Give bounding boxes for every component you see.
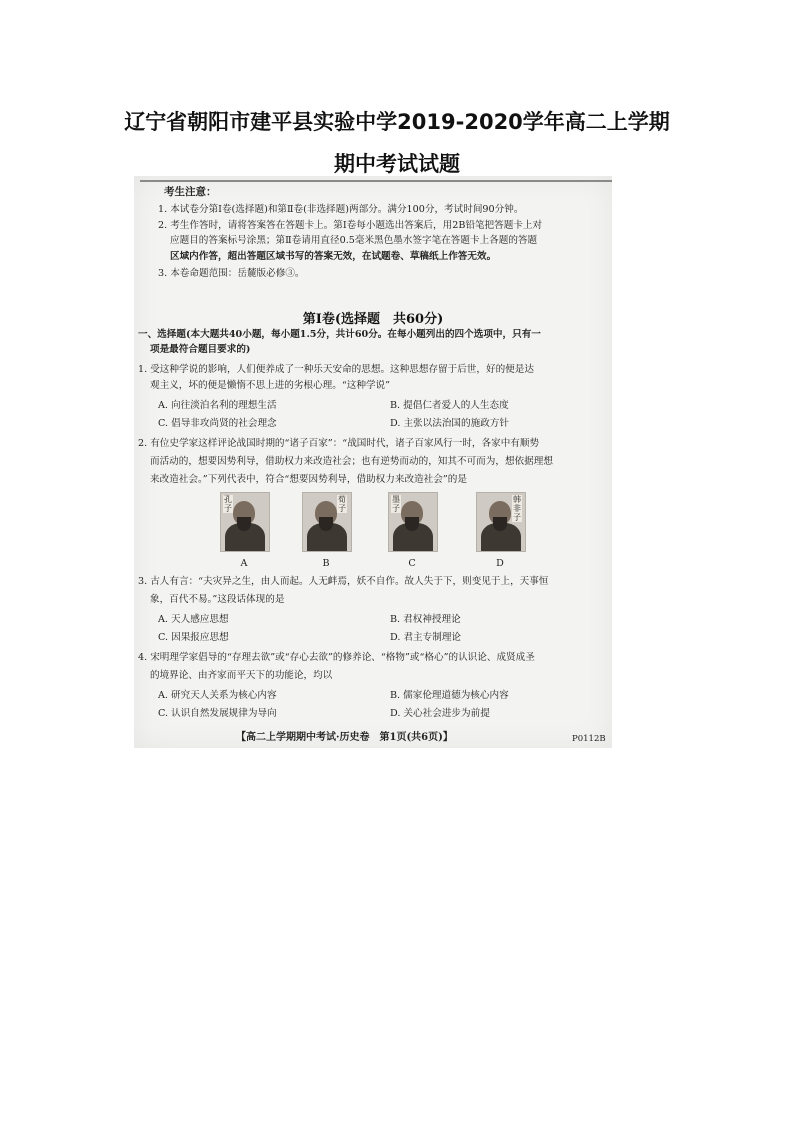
q4-option-a: A. 研究天人关系为核心内容 xyxy=(158,690,277,701)
notice-line-2: 2. 考生作答时，请将答案答在答题卡上。第Ⅰ卷每小题选出答案后，用2B铅笔把答题卡上对 xyxy=(158,220,543,231)
portrait-hanfeizi xyxy=(476,492,526,552)
portrait-letter-a: A xyxy=(240,558,248,569)
notice-line-4: 区域内作答，超出答题区域书写的答案无效，在试题卷、草稿纸上作答无效。 xyxy=(170,251,497,262)
portrait-label-b: 荀子 xyxy=(338,495,346,513)
notice-heading: 考生注意： xyxy=(164,186,217,198)
q2-stem-2: 而活动的，想要因势利导，借助权力来改造社会；也有逆势而动的，知其不可而为，想依据理想 xyxy=(150,456,553,467)
portrait-letter-b: B xyxy=(322,558,330,569)
notice-line-5: 3. 本卷命题范围：岳麓版必修③。 xyxy=(158,268,305,279)
q3-stem-1: 3. 古人有言：“夫灾异之生，由人而起。人无衅焉，妖不自作。故人失于下，则变见于上，天事恒 xyxy=(138,576,549,587)
page-footer-label: 【高二上学期期中考试·历史卷 第1页(共6页)】 xyxy=(236,732,453,743)
q1-stem-2: 观主义，坏的便是懒惰不思上进的劣根心理。“这种学说” xyxy=(150,380,391,391)
q1-stem-1: 1. 受这种学说的影响，人们便养成了一种乐天安命的思想。这种思想存留于后世，好的便是达 xyxy=(138,364,534,375)
q2-stem-1: 2. 有位史学家这样评论战国时期的“诸子百家”：“战国时代，诸子百家风行一时，各家中有顺势 xyxy=(138,438,540,449)
scanned-exam-page xyxy=(134,176,612,748)
notice-line-3: 应题目的答案标号涂黑；第Ⅱ卷请用直径0.5毫米黑色墨水签字笔在答题卡上各题的答题 xyxy=(170,235,538,246)
section-instruction-1: 一、选择题(本大题共40小题，每小题1.5分，共计60分。在每小题列出的四个选项中，只有一 xyxy=(138,329,541,340)
q4-stem-1: 4. 宋明理学家倡导的“存理去欲”或“存心去欲”的修养论、“格物”或“格心”的认识论、成贤成圣 xyxy=(138,652,535,663)
portrait-mozi xyxy=(388,492,438,552)
q4-option-d: D. 关心社会进步为前提 xyxy=(390,708,490,719)
q3-option-b: B. 君权神授理论 xyxy=(390,614,461,625)
q3-option-d: D. 君主专制理论 xyxy=(390,632,462,643)
page-footer-code: P0112B xyxy=(572,734,606,744)
portrait-letter-c: C xyxy=(408,558,416,569)
section-instruction-2: 项是最符合题目要求的) xyxy=(150,344,251,355)
document-title-line2: 期中考试试题 xyxy=(334,152,460,176)
q1-option-b: B. 提倡仁者爱人的人生态度 xyxy=(390,400,509,411)
q1-option-c: C. 倡导非攻尚贤的社会理念 xyxy=(158,418,277,429)
q3-option-c: C. 因果报应思想 xyxy=(158,632,229,643)
portrait-label-a: 孔子 xyxy=(224,495,232,513)
portrait-label-d: 韩非子 xyxy=(513,495,521,522)
header-rule xyxy=(140,180,612,182)
q4-stem-2: 的境界论、由齐家而平天下的功能论，均以 xyxy=(150,670,333,681)
portrait-label-c: 墨子 xyxy=(392,495,400,513)
q3-stem-2: 象，百代不易。”这段话体现的是 xyxy=(150,594,285,605)
q4-option-c: C. 认识自然发展规律为导向 xyxy=(158,708,277,719)
q3-option-a: A. 天人感应思想 xyxy=(158,614,229,625)
portrait-xunzi xyxy=(302,492,352,552)
portrait-kongzi xyxy=(220,492,270,552)
document-title-line1: 辽宁省朝阳市建平县实验中学2019-2020学年高二上学期 xyxy=(124,110,670,134)
notice-line-1: 1. 本试卷分第Ⅰ卷(选择题)和第Ⅱ卷(非选择题)两部分。满分100分，考试时间90分钟。 xyxy=(158,204,524,215)
portrait-letter-d: D xyxy=(496,558,504,569)
q1-option-a: A. 向往淡泊名利的理想生活 xyxy=(158,400,277,411)
section-heading: 第Ⅰ卷(选择题 共60分) xyxy=(302,312,444,327)
q4-option-b: B. 儒家伦理道德为核心内容 xyxy=(390,690,509,701)
q2-stem-3: 来改造社会。”下列代表中，符合“想要因势利导，借助权力来改造社会”的是 xyxy=(150,474,467,485)
q1-option-d: D. 主张以法治国的施政方针 xyxy=(390,418,509,429)
